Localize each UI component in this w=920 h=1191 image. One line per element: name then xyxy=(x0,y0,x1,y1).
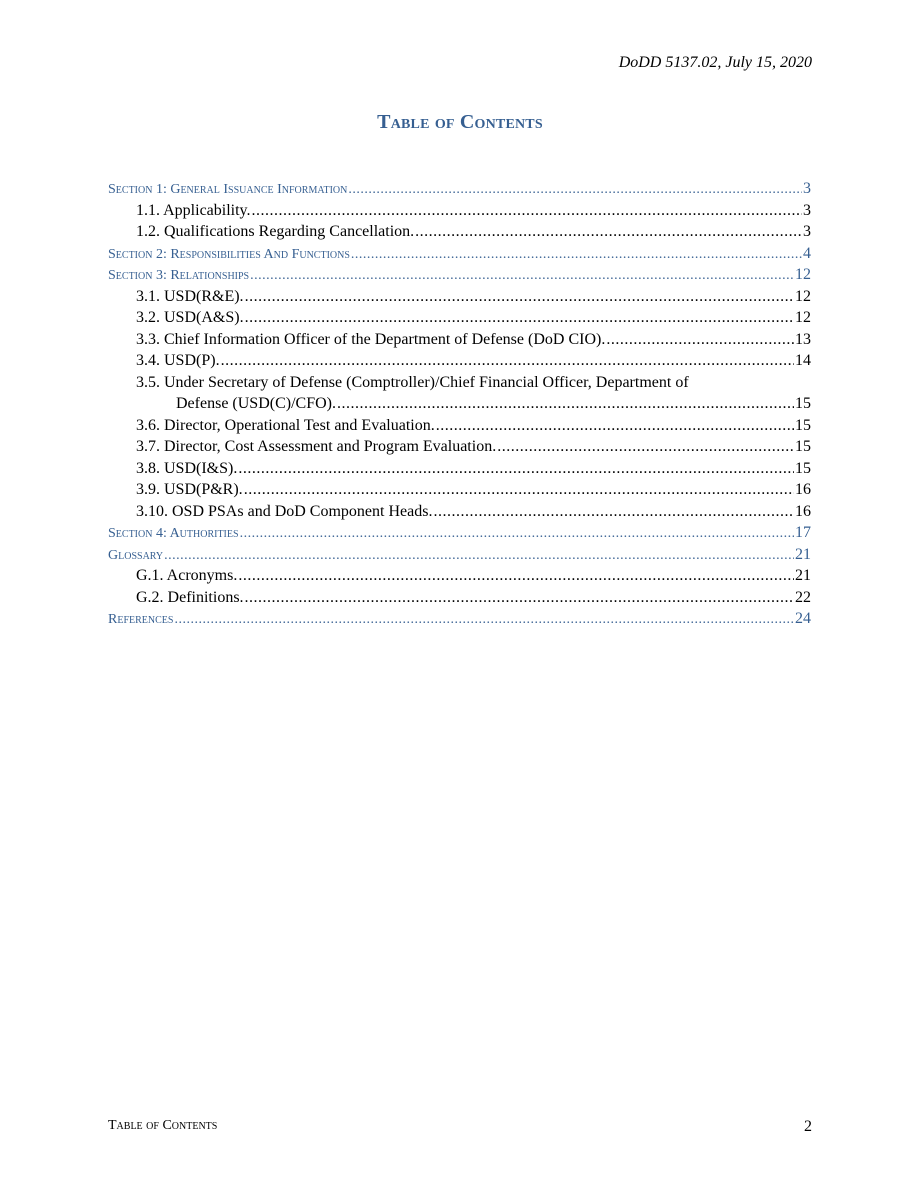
toc-entry-page: 12 xyxy=(795,287,811,305)
toc-entry-g-1[interactable] xyxy=(108,565,811,587)
dot-leader xyxy=(436,415,794,437)
dot-leader xyxy=(240,523,794,545)
toc-entry-page: 12 xyxy=(795,309,811,326)
toc-entry-label: 1.2. Qualifications Regarding Cancellation. xyxy=(136,223,415,240)
toc-entry-page: 16 xyxy=(795,502,811,520)
footer-page-number: 2 xyxy=(804,1118,812,1135)
dot-leader xyxy=(497,436,794,458)
toc-entry-page: 3 xyxy=(803,201,811,219)
toc-entry-3-1[interactable] xyxy=(108,286,811,308)
toc-entry-label: G.2. Definitions. xyxy=(136,588,244,606)
table-of-contents xyxy=(108,178,811,630)
toc-entry-page: 21 xyxy=(795,567,811,584)
footer-section-label: Table of Contents xyxy=(108,1118,218,1133)
toc-entry-label: 3.1. USD(R&E). xyxy=(136,287,244,305)
toc-entry-label: 3.5. Under Secretary of Defense (Comptroller)/Chief Financial Officer, Department of xyxy=(136,373,689,391)
toc-entry-1-2[interactable] xyxy=(108,221,811,243)
toc-entry-3-7[interactable] xyxy=(108,436,811,458)
toc-entry-page: 15 xyxy=(795,416,811,434)
toc-entry-page: 15 xyxy=(795,459,811,477)
dot-leader xyxy=(433,501,794,523)
toc-entry-label: Glossary xyxy=(108,547,164,563)
toc-entry-label: Defense (USD(C)/CFO). xyxy=(176,395,336,412)
toc-entry-3-6[interactable] xyxy=(108,415,811,437)
dot-leader xyxy=(245,587,794,609)
toc-entry-3-5-line-2[interactable] xyxy=(108,393,811,415)
toc-entry-label: Section 4: Authorities xyxy=(108,526,239,541)
toc-entry-3-2[interactable] xyxy=(108,307,811,329)
dot-leader xyxy=(250,265,794,287)
dot-leader xyxy=(252,200,802,222)
toc-entry-label: 3.4. USD(P). xyxy=(136,352,220,369)
toc-entry-3-3[interactable] xyxy=(108,329,811,351)
toc-entry-section-4[interactable] xyxy=(108,522,811,544)
toc-entry-label: References xyxy=(108,612,174,627)
toc-entry-3-5-line-1[interactable] xyxy=(108,372,811,394)
toc-entry-page: 16 xyxy=(795,481,811,498)
toc-entry-page: 21 xyxy=(795,545,811,563)
toc-entry-page: 3 xyxy=(803,223,811,240)
toc-entry-3-9[interactable] xyxy=(108,479,811,501)
toc-entry-page: 13 xyxy=(795,330,811,348)
dot-leader xyxy=(245,307,794,329)
dot-leader xyxy=(245,286,794,308)
document-reference: DoDD 5137.02, July 15, 2020 xyxy=(618,54,812,71)
dot-leader xyxy=(238,565,794,587)
toc-entry-1-1[interactable] xyxy=(108,200,811,222)
toc-entry-page: 3 xyxy=(803,180,811,197)
dot-leader xyxy=(238,458,794,480)
toc-entry-page: 15 xyxy=(795,395,811,412)
toc-entry-glossary[interactable] xyxy=(108,544,811,566)
toc-entry-label: 3.7. Director, Cost Assessment and Program Evaluation. xyxy=(136,438,497,455)
toc-entry-3-8[interactable] xyxy=(108,458,811,480)
toc-entry-page: 17 xyxy=(795,524,811,541)
toc-entry-page: 12 xyxy=(795,266,811,283)
dot-leader xyxy=(337,393,794,415)
dot-leader xyxy=(221,350,794,372)
dot-leader xyxy=(164,545,794,567)
toc-entry-g-2[interactable] xyxy=(108,587,811,609)
toc-entry-label: 3.8. USD(I&S). xyxy=(136,459,238,477)
dot-leader xyxy=(244,479,794,501)
toc-entry-label: G.1. Acronyms. xyxy=(136,567,238,584)
toc-entry-label: 3.6. Director, Operational Test and Evaluation. xyxy=(136,416,435,434)
toc-entry-label: Section 3: Relationships xyxy=(108,268,250,283)
toc-entry-3-10[interactable] xyxy=(108,501,811,523)
toc-entry-page: 14 xyxy=(795,352,811,369)
toc-entry-label: Section 1: General Issuance Information xyxy=(108,182,348,197)
toc-entry-section-3[interactable] xyxy=(108,264,811,286)
toc-entry-3-4[interactable] xyxy=(108,350,811,372)
toc-entry-section-2[interactable] xyxy=(108,243,811,265)
toc-entry-page: 4 xyxy=(803,244,811,262)
page-title: Table of Contents xyxy=(377,111,543,133)
toc-entry-label: 3.2. USD(A&S). xyxy=(136,309,244,326)
dot-leader xyxy=(415,221,802,243)
toc-entry-label: Section 2: Responsibilities And Functions xyxy=(108,246,350,262)
dot-leader xyxy=(174,609,794,631)
toc-entry-references[interactable] xyxy=(108,608,811,630)
dot-leader xyxy=(348,179,802,201)
toc-entry-section-1[interactable] xyxy=(108,178,811,200)
toc-entry-page: 24 xyxy=(795,610,811,627)
toc-entry-page: 22 xyxy=(795,588,811,606)
toc-entry-page: 15 xyxy=(795,438,811,455)
dot-leader xyxy=(351,244,802,266)
toc-entry-label: 1.1. Applicability. xyxy=(136,201,251,219)
toc-entry-label: 3.9. USD(P&R). xyxy=(136,481,243,498)
toc-entry-label: 3.10. OSD PSAs and DoD Component Heads. xyxy=(136,502,433,520)
toc-entry-label: 3.3. Chief Information Officer of the Department of Defense (DoD CIO). xyxy=(136,330,606,348)
dot-leader xyxy=(606,329,794,351)
